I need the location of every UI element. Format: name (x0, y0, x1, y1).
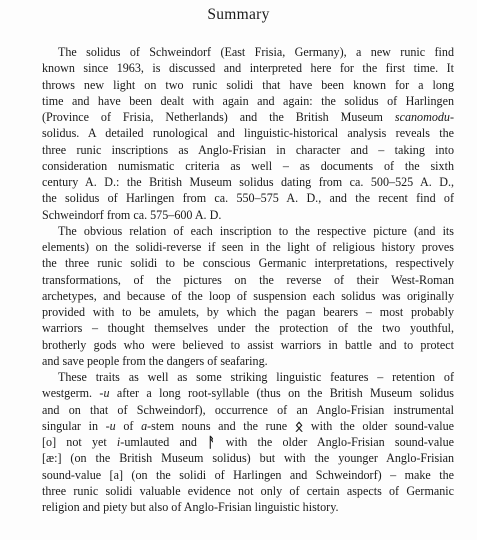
paragraph-2 (42, 223, 454, 369)
text-line (42, 434, 454, 450)
text-line (42, 109, 454, 125)
text-line: known since 1963, is discussed and interpreted here for the first time. It (42, 61, 454, 76)
text-segment: -stem nouns and the rune (147, 418, 295, 433)
paragraph-3 (42, 369, 454, 515)
italic-term: i (116, 435, 121, 449)
text-line: [æ:] (on the British Museum solidus) but with the younger Anglo-Frisian (42, 451, 454, 466)
italic-term: -u (99, 386, 110, 401)
rune-ansuz-glyph: ᚨ (207, 435, 216, 451)
text-line: provided with to be amulets, by which the pagan bearers – most probably (42, 305, 454, 319)
text-segment: after a long root-syllable (thus on the British Museum solidus (109, 386, 454, 401)
italic-term: a (141, 418, 148, 433)
text-line: elements) on the solidi-reverse if seen in the light of religious history proves (42, 240, 454, 254)
text-line: and on that of Schweindorf), occurrence of an Anglo-Frisian instrumental (42, 402, 454, 417)
text-line: throws new light on two runic solidi that have been known for a long (42, 77, 454, 92)
text-line: sound-value [a] (on the solidi of Harlingen and Schweindorf) – make the (42, 467, 454, 482)
text-line: Schweindorf from ca. 575–600 A. D. (42, 207, 222, 222)
paragraph-1 (42, 44, 454, 223)
text-line: the three runic solidi to be conscious Germanic interpretations, respectively (42, 256, 454, 271)
text-line: The obvious relation of each inscription to the respective picture (and its (58, 223, 454, 238)
text-line: consideration numismatic criteria as well – as documents of the sixth (42, 158, 454, 173)
rune-othala-glyph: ᛟ (294, 418, 304, 435)
text-line (42, 385, 454, 401)
text-line: transformations, of the pictures on the reverse of their West-Roman (42, 272, 454, 287)
text-line: archetypes, and because of the loop of suspension each solidus was originally (42, 288, 454, 303)
text-line: century A. D.: the British Museum solidus dating from ca. 500–525 A. D., (42, 175, 454, 189)
text-line: and save people from the dangers of seafaring. (42, 353, 268, 368)
italic-term: scanomodu- (394, 110, 454, 124)
text-segment: (Province of Frisia, Netherlands) and the British Museum (42, 110, 395, 124)
text-segment: of (115, 418, 142, 433)
text-line: solidus. A detailed runological and linguistic-historical analysis reveals the (42, 126, 454, 141)
text-line: three runic solidi valuable evidence not only of certain aspects of Germanic (42, 483, 454, 498)
summary-body (42, 44, 454, 515)
text-line: These traits as well as some striking linguistic features – retention of (58, 370, 454, 384)
text-line: warriors – thought themselves under the protection of the two youthful, (42, 321, 454, 336)
text-line: brotherly gods who were believed to assist warriors in battle and to protect (42, 337, 454, 352)
text-line (42, 418, 454, 434)
text-line: religion and piety but also of Anglo-Frisian linguistic history. (42, 500, 339, 514)
italic-term: -u (105, 418, 116, 433)
text-line: the solidus of Harlingen from ca. 550–575 A. D., and the recent find of (42, 191, 454, 206)
text-segment: with the older sound-value (303, 418, 454, 433)
text-line: time and have been dealt with again and again: the solidus of Harlingen (42, 93, 454, 108)
text-segment: -umlauted and (120, 435, 208, 449)
text-segment: singular in (42, 418, 106, 433)
text-segment: with the older Anglo-Frisian sound-value (215, 435, 454, 449)
text-segment: [o] not yet (42, 435, 117, 449)
text-line: three runic inscriptions as Anglo-Frisian in character and – taking into (42, 142, 454, 157)
text-segment: westgerm. (42, 386, 100, 401)
page-title: Summary (207, 6, 270, 23)
text-line: The solidus of Schweindorf (East Frisia, Germany), a new runic find (58, 45, 454, 59)
